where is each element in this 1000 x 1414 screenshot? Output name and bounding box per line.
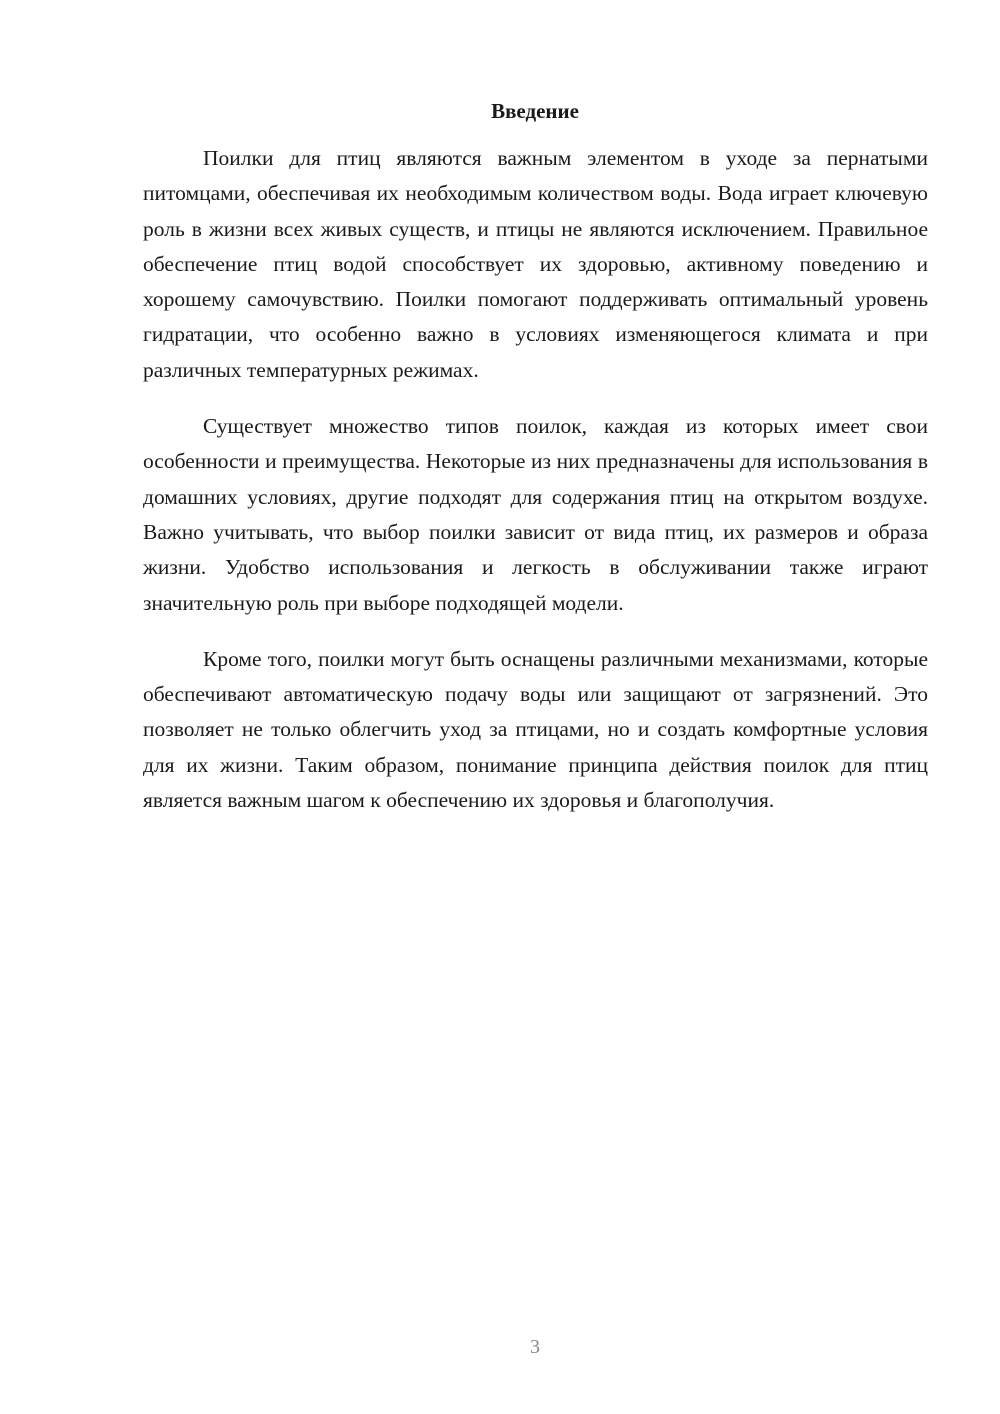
paragraph-2: Существует множество типов поилок, каждая из которых имеет свои особенности и преимущества. Некоторые из них предназначены для использования в домашних условиях, другие подходят для содержания птиц на открытом воздухе. Важно учитывать, что выбор поилки зависит от вида птиц, их размеров и образа жизни. Удобство использования и легкость в обслуживании также играют значительную роль при выборе подходящей модели. [143, 414, 928, 615]
body-text [143, 141, 928, 839]
paragraph-1: Поилки для птиц являются важным элементом в уходе за пернатыми питомцами, обеспечивая их необходимым количеством воды. Вода играет ключевую роль в жизни всех живых существ, и птицы не являются исключением. Правильное обеспечение птиц водой способствует их здоровью, активному поведению и хорошему самочувствию. Поилки помогают поддерживать оптимальный уровень гидратации, что особенно важно в условиях изменяющегося климата и при различных температурных режимах. [143, 146, 928, 382]
page-number: 3 [530, 1336, 540, 1358]
paragraph-3: Кроме того, поилки могут быть оснащены различными механизмами, которые обеспечивают автоматическую подачу воды или защищают от загрязнений. Это позволяет не только облегчить уход за птицами, но и создать комфортные условия для их жизни. Таким образом, понимание принципа действия поилок для птиц является важным шагом к обеспечению их здоровья и благополучия. [143, 646, 928, 813]
section-title: Введение [491, 99, 579, 123]
